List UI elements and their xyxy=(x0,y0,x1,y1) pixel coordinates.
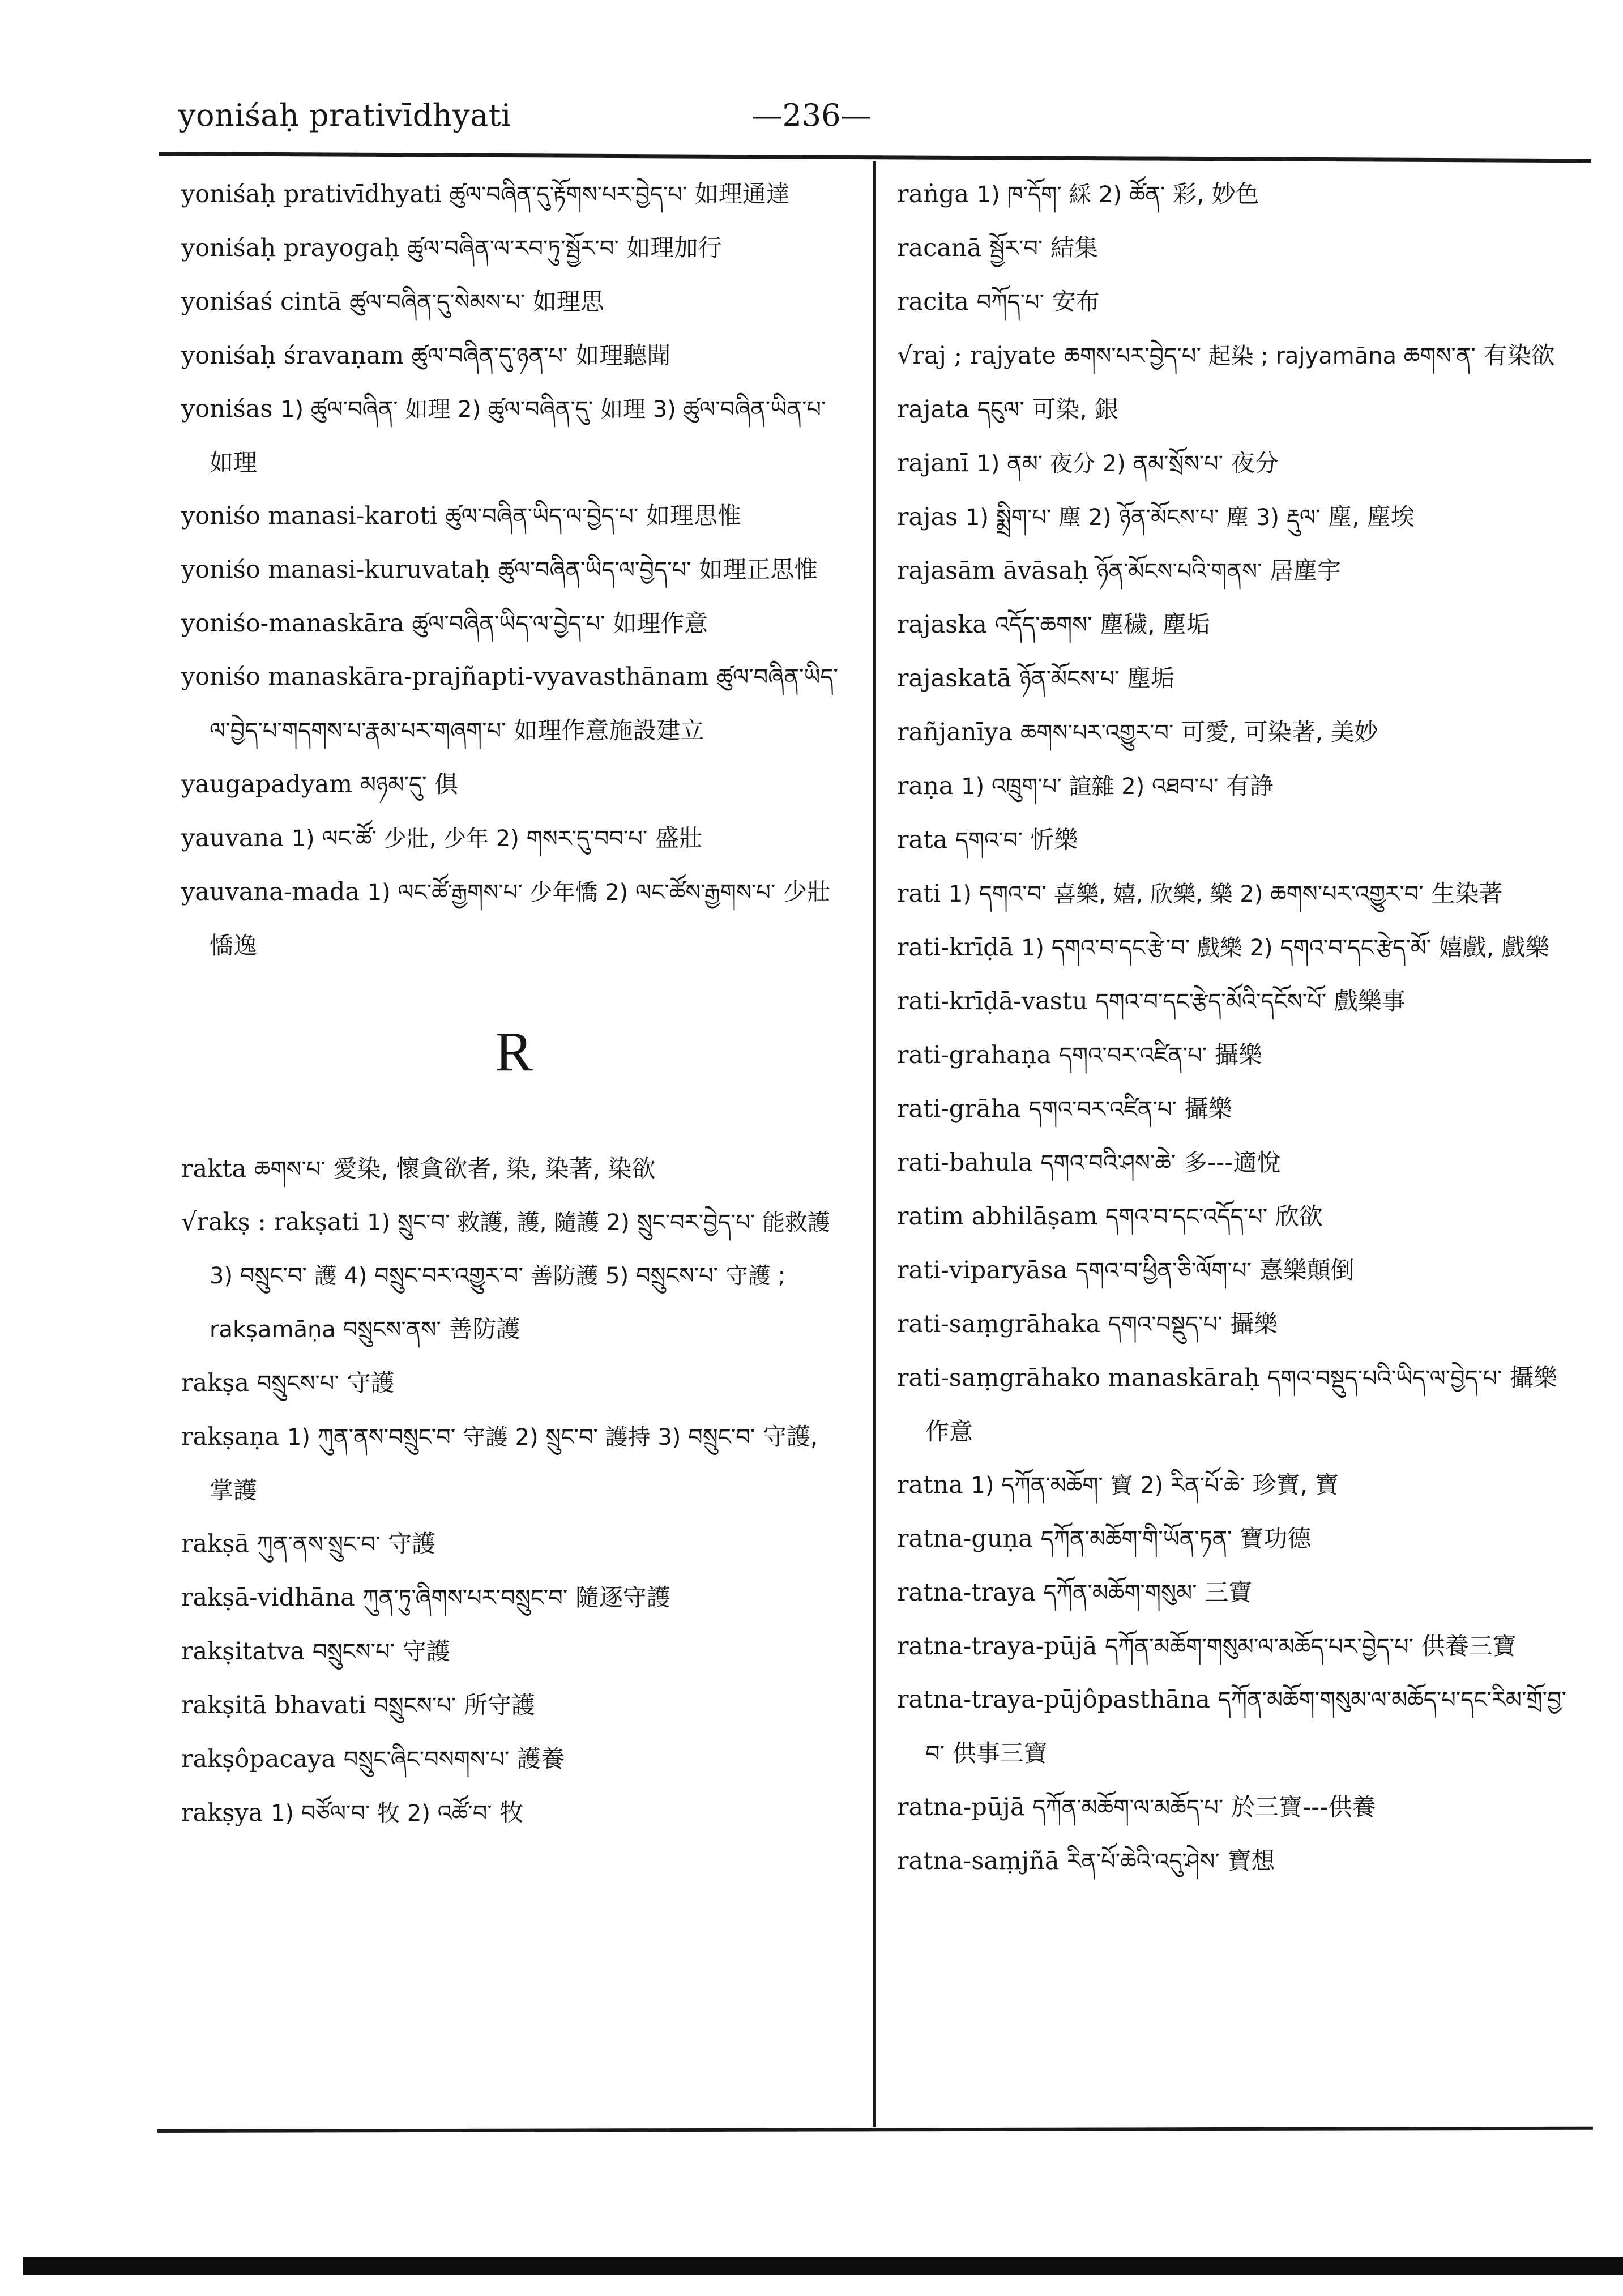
entry-headword: ratna-traya-pūjôpasthāna xyxy=(897,1685,1210,1714)
dictionary-entry xyxy=(897,1834,1574,1888)
dictionary-entry xyxy=(181,383,847,489)
entry-chinese: 於三寶---供養 xyxy=(1231,1793,1376,1821)
entry-tibetan: དགའ་བསྡུད་པ་ xyxy=(1108,1312,1223,1338)
entry-headword: rati-saṃgrāhaka xyxy=(897,1310,1100,1338)
entry-headword: rati-saṃgrāhako manaskāraḥ xyxy=(897,1364,1260,1392)
entry-headword: ratna xyxy=(897,1471,963,1499)
entry-chinese: 如理作意 xyxy=(613,609,708,637)
entry-tibetan: དགའ་བར་འཛིན་པ་ xyxy=(1028,1096,1177,1123)
entry-tibetan: ཆགས་པར་བྱེད་པ་ 起染 ; rajyamāna ཆགས་ན་ xyxy=(1064,343,1476,369)
entry-headword: ratna-guṇa xyxy=(897,1525,1033,1553)
entry-chinese: 忻樂 xyxy=(1030,826,1078,853)
entry-chinese: 供養三寶 xyxy=(1421,1632,1517,1660)
entry-headword: rati-grāha xyxy=(897,1095,1021,1123)
entry-headword: rakṣā-vidhāna xyxy=(181,1584,355,1612)
dictionary-entry xyxy=(897,1298,1574,1351)
entry-headword: rakṣaṇa xyxy=(181,1423,280,1451)
dictionary-entry xyxy=(181,1517,847,1571)
entry-headword: yoniśo manasi-karoti xyxy=(181,502,438,530)
entry-chinese: 隨逐守護 xyxy=(575,1584,670,1611)
entry-chinese: 塵垢 xyxy=(1127,664,1175,692)
entry-headword: rata xyxy=(897,826,948,854)
entry-headword: rakṣitatva xyxy=(181,1637,305,1666)
entry-tibetan: 1) དཀོན་མཆོག་ 寶 2) རིན་པོ་ཆེ་ xyxy=(971,1473,1245,1499)
dictionary-entry xyxy=(897,544,1574,598)
dictionary-entry xyxy=(897,1136,1574,1190)
entry-tibetan: དགའ་བའི་ཤས་ཆེ་ xyxy=(1040,1150,1176,1176)
entry-headword: yoniśaḥ prativīdhyati xyxy=(181,180,442,208)
entry-headword: rati-viparyāsa xyxy=(897,1256,1068,1284)
entry-tibetan: དཀོན་མཆོག་ལ་མཆོད་པ་ xyxy=(1032,1795,1224,1821)
dictionary-entry xyxy=(181,221,847,275)
entry-tibetan: 1) དགའ་བ་དང་རྩེ་བ་ 戲樂 2) དགའ་བ་དང་རྩེད་མོ་ xyxy=(1020,935,1432,961)
dictionary-entry xyxy=(897,329,1574,383)
entry-chinese: 愛染, 懷貪欲者, 染, 染著, 染欲 xyxy=(333,1155,656,1183)
entry-headword: rajanī xyxy=(897,449,969,477)
dictionary-entry xyxy=(181,758,847,812)
entry-headword: racita xyxy=(897,288,969,316)
entry-headword: ratim abhilāṣam xyxy=(897,1202,1098,1231)
entry-tibetan: ཚུལ་བཞིན་དུ་སེམས་པ་ xyxy=(349,289,526,315)
entry-tibetan: དཀོན་མཆོག་གསུམ་ xyxy=(1043,1580,1197,1606)
entry-headword: rakṣā xyxy=(181,1530,249,1558)
dictionary-entry xyxy=(897,652,1574,706)
entry-tibetan: 1) སྲུང་བ་ 救護, 護, 隨護 2) སྲུང་བར་བྱེད་པ་ 能救護 3) བསྲུང་བ་ 護 4) བསྲུང་བར་འགྱུར་བ་ 善防護 5) བསྲུངས་པ་ 守護 ; rakṣamāṇa བསྲུངས་ནས་ xyxy=(210,1210,830,1343)
dictionary-entry xyxy=(897,598,1574,652)
dictionary-entry xyxy=(897,1082,1574,1136)
dictionary-entry xyxy=(897,867,1574,921)
entry-chinese: 塵, 塵埃 xyxy=(1328,503,1415,531)
dictionary-entry xyxy=(181,329,847,383)
dictionary-entry xyxy=(897,706,1574,759)
entry-chinese: 如理通達 xyxy=(694,180,790,208)
entry-tibetan: དགའ་བར་འཛིན་པ་ xyxy=(1058,1043,1207,1069)
entry-tibetan: 1) འཁྲུག་པ་ 諠雜 2) འཐབ་པ་ xyxy=(961,774,1219,800)
entry-chinese: 塵穢, 塵垢 xyxy=(1100,611,1210,638)
dictionary-entry xyxy=(181,543,847,597)
dictionary-entry xyxy=(181,651,847,758)
entry-headword: ratna-traya-pūjā xyxy=(897,1632,1097,1661)
entry-tibetan: ཚུལ་བཞིན་ཡིད་ལ་བྱེད་པ་ xyxy=(445,503,639,530)
entry-chinese: 如理加行 xyxy=(626,234,722,262)
entry-chinese: 如理思惟 xyxy=(646,502,741,530)
dictionary-entry xyxy=(897,1674,1574,1781)
entry-tibetan: ཆགས་པ་ xyxy=(254,1156,326,1183)
entry-tibetan: དགའ་བ་ཕྱིན་ཅི་ལོག་པ་ xyxy=(1075,1258,1252,1284)
entry-chinese: 夜分 xyxy=(1231,449,1279,477)
entry-tibetan: སྦྱོར་བ་ xyxy=(989,236,1043,262)
entry-chinese: 欣欲 xyxy=(1275,1202,1323,1230)
entry-chinese: 戲樂事 xyxy=(1334,987,1406,1015)
column-divider xyxy=(873,161,876,2127)
entry-tibetan: 1) སྨྲིག་པ་ 塵 2) ཉོན་མོངས་པ་ 塵 3) རྡུལ་ xyxy=(965,505,1321,531)
dictionary-entry xyxy=(897,975,1574,1028)
entry-chinese: 寶功德 xyxy=(1240,1525,1312,1552)
entry-chinese: 有諍 xyxy=(1226,772,1274,800)
entry-headword: rajaska xyxy=(897,611,987,639)
entry-chinese: 三寶 xyxy=(1205,1578,1253,1606)
entry-tibetan: རིན་པོ་ཆེའི་འདུ་ཤེས་ xyxy=(1067,1849,1220,1875)
left-entries-y xyxy=(181,168,847,972)
entry-headword: rakta xyxy=(181,1155,247,1183)
entry-headword: rati-krīḍā-vastu xyxy=(897,987,1088,1015)
entry-tibetan: 1) དགའ་བ་ 喜樂, 嬉, 欣樂, 樂 2) ཆགས་པར་འགྱུར་བ་ xyxy=(948,881,1424,907)
dictionary-entry xyxy=(181,168,847,221)
entry-tibetan: 1) ནམ་ 夜分 2) ནམ་སྲོས་པ་ xyxy=(976,451,1224,477)
entry-chinese: 如理 xyxy=(210,449,258,476)
entry-chinese: 盛壯 xyxy=(655,824,703,852)
dictionary-entry xyxy=(181,812,847,865)
entry-headword: yoniśo-manaskāra xyxy=(181,609,404,638)
dictionary-entry xyxy=(181,275,847,329)
entry-headword: rakṣitā bhavati xyxy=(181,1691,366,1719)
scan-edge-bar xyxy=(23,2257,1623,2275)
dictionary-entry xyxy=(897,1351,1574,1458)
entry-tibetan: དཀོན་མཆོག་གསུམ་ལ་མཆོད་པ་དང་རིམ་གྲོ་བྱ་བ་ xyxy=(925,1687,1566,1767)
entry-chinese: 守護 xyxy=(347,1369,395,1397)
entry-tibetan: འདོད་ཆགས་ xyxy=(994,612,1092,638)
dictionary-entry xyxy=(897,275,1574,329)
dictionary-entry xyxy=(181,1356,847,1410)
entry-chinese: 守護, 掌護 xyxy=(210,1423,818,1504)
entry-headword: raṇa xyxy=(897,772,954,800)
right-column xyxy=(897,168,1574,1888)
entry-tibetan: ཀུན་ནས་སྲུང་བ་ xyxy=(257,1531,381,1557)
dictionary-entry xyxy=(897,221,1574,275)
entry-headword: rakṣôpacaya xyxy=(181,1745,336,1773)
entry-tibetan: ཚུལ་བཞིན་དུ་རྟོགས་པར་བྱེད་པ་ xyxy=(449,182,687,208)
entry-tibetan: བསྲུངས་པ་ xyxy=(312,1639,395,1665)
entry-tibetan: བསྲུངས་པ་ xyxy=(257,1371,339,1397)
entry-headword: yauvana-mada xyxy=(181,878,360,906)
entry-headword: rakṣya xyxy=(181,1799,263,1827)
entry-tibetan: 1) ལང་ཚོ་རྒྱགས་པ་ 少年憍 2) ལང་ཚོས་རྒྱགས་པ་ xyxy=(367,880,776,906)
entry-tibetan: དགའ་བསྡུད་པའི་ཡིད་ལ་བྱེད་པ་ xyxy=(1267,1365,1502,1392)
entry-headword: yoniśo manaskāra-prajñapti-vyavasthānam xyxy=(181,663,709,691)
dictionary-entry xyxy=(897,759,1574,813)
entry-chinese: 結集 xyxy=(1050,234,1098,262)
entry-chinese: 多---適悅 xyxy=(1183,1149,1281,1176)
entry-headword: ratna-traya xyxy=(897,1578,1036,1607)
entry-headword: rati-krīḍā xyxy=(897,933,1014,962)
entry-chinese: 憙樂顛倒 xyxy=(1259,1256,1355,1284)
entry-tibetan: ཀུན་ཏུ་ཞིགས་པར་བསྲུང་བ་ xyxy=(362,1585,568,1611)
entry-tibetan: བཀོད་པ་ xyxy=(976,289,1045,315)
entry-chinese: 俱 xyxy=(434,770,459,798)
entry-headword: yoniśas xyxy=(181,395,273,423)
dictionary-entry xyxy=(181,1679,847,1732)
running-head: yoniśaḥ prativīdhyati xyxy=(178,97,511,133)
entry-chinese: 可染, 銀 xyxy=(1032,395,1119,423)
entry-chinese: 攝樂作意 xyxy=(925,1364,1558,1445)
entry-tibetan: 1) ལང་ཚོ་ 少壯, 少年 2) གསར་དུ་བབ་པ་ xyxy=(291,826,648,852)
entry-chinese: 守護 xyxy=(388,1530,436,1557)
entry-chinese: 攝樂 xyxy=(1214,1041,1262,1069)
entry-chinese: 寶想 xyxy=(1227,1847,1275,1875)
entry-chinese: 善防護 xyxy=(449,1315,520,1343)
entry-headword: ratna-saṃjñā xyxy=(897,1847,1060,1875)
entry-headword: rati-bahula xyxy=(897,1149,1033,1177)
entry-tibetan: དཀོན་མཆོག་གི་ཡོན་ཏན་ xyxy=(1040,1526,1232,1552)
entry-tibetan: མཉམ་དུ་ xyxy=(360,772,427,798)
entry-tibetan: 1) ཀུན་ནས་བསྲུང་བ་ 守護 2) སྲུང་བ་ 護持 3) བསྲུང་བ་ xyxy=(287,1424,755,1450)
dictionary-entry xyxy=(181,1410,847,1517)
dictionary-entry xyxy=(897,1028,1574,1082)
dictionary-entry xyxy=(181,1786,847,1840)
entry-chinese: 可愛, 可染著, 美妙 xyxy=(1181,718,1378,746)
entry-headword: ratna-pūjā xyxy=(897,1793,1025,1821)
dictionary-entry xyxy=(181,489,847,543)
dictionary-entry xyxy=(181,597,847,651)
entry-headword: rakṣa xyxy=(181,1369,249,1397)
entry-tibetan: ཚུལ་བཞིན་ཡིད་ལ་བྱེད་པ་ xyxy=(412,611,605,637)
entry-tibetan: བསྲུངས་པ་ xyxy=(374,1693,456,1719)
entry-tibetan: དགའ་བ་ xyxy=(955,827,1023,853)
entry-tibetan: ཚུལ་བཞིན་དུ་ཉན་པ་ xyxy=(411,343,568,369)
entry-chinese: 居塵宇 xyxy=(1270,557,1342,584)
entry-tibetan: དཀོན་མཆོག་གསུམ་ལ་མཆོད་པར་བྱེད་པ་ xyxy=(1105,1634,1414,1660)
dictionary-entry xyxy=(181,865,847,972)
page-number: —236— xyxy=(751,97,872,133)
entry-chinese: 攝樂 xyxy=(1230,1310,1278,1338)
left-column xyxy=(181,168,847,1840)
section-letter: R xyxy=(495,1020,533,1083)
entry-headword: rañjanīya xyxy=(897,718,1013,746)
right-entries xyxy=(897,168,1574,1888)
entry-headword: rajas xyxy=(897,503,958,531)
entry-headword: √rakṣ : rakṣati xyxy=(181,1208,360,1236)
entry-chinese: 生染著 xyxy=(1431,880,1503,907)
entry-tibetan: དགའ་བ་དང་རྩེད་མོའི་དངོས་པོ་ xyxy=(1095,989,1327,1015)
dictionary-entry xyxy=(897,490,1574,544)
entry-headword: rajaskatā xyxy=(897,664,1011,693)
dictionary-entry xyxy=(897,383,1574,437)
entry-tibetan: ཚུལ་བཞིན་ཡིད་ལ་བྱེད་པ་གདགས་པ་རྣམ་པར་གཞག་པ་ xyxy=(210,664,838,744)
entry-chinese: 珍寶, 寶 xyxy=(1252,1471,1339,1499)
entry-headword: rajata xyxy=(897,395,970,424)
entry-chinese: 攝樂 xyxy=(1184,1095,1232,1123)
dictionary-entry xyxy=(897,813,1574,867)
dictionary-entry xyxy=(897,1244,1574,1298)
entry-chinese: 有染欲 xyxy=(1483,342,1555,369)
entry-chinese: 少壯憍逸 xyxy=(210,878,831,959)
dictionary-entry xyxy=(181,1732,847,1786)
entry-headword: yaugapadyam xyxy=(181,770,353,799)
dictionary-entry xyxy=(181,1625,847,1679)
entry-headword: yauvana xyxy=(181,824,284,852)
entry-chinese: 嬉戲, 戲樂 xyxy=(1438,933,1549,961)
dictionary-entry xyxy=(897,1620,1574,1674)
entry-tibetan: ཉོན་མོངས་པའི་གནས་ xyxy=(1096,558,1262,584)
entry-tibetan: 1) ཁ་དོག་ 綵 2) ཚོན་ xyxy=(976,182,1165,208)
dictionary-entry xyxy=(897,1512,1574,1566)
entry-headword: rati-grahaṇa xyxy=(897,1041,1052,1069)
dictionary-entry xyxy=(897,921,1574,975)
entry-chinese: 如理思 xyxy=(532,288,604,315)
entry-tibetan: ཉོན་མོངས་པ་ xyxy=(1019,666,1120,692)
entry-tibetan: 1) བཙོལ་བ་ 牧 2) འཚོ་བ་ xyxy=(270,1800,492,1826)
entry-tibetan: ཆགས་པར་འགྱུར་བ་ xyxy=(1020,720,1174,746)
entry-tibetan: 1) ཚུལ་བཞིན་ 如理 2) ཚུལ་བཞིན་དུ་ 如理 3) ཚུལ་བཞིན་ཡིན་པ་ xyxy=(280,396,826,423)
entry-chinese: 安布 xyxy=(1052,288,1100,315)
dictionary-entry xyxy=(897,1458,1574,1512)
entry-chinese: 如理聽聞 xyxy=(575,342,671,369)
entry-tibetan: ཚུལ་བཞིན་ལ་རབ་ཏུ་སྦྱོར་བ་ xyxy=(407,236,619,262)
dictionary-entry xyxy=(897,1781,1574,1834)
dictionary-entry xyxy=(181,1571,847,1625)
entry-chinese: 如理作意施設建立 xyxy=(514,716,704,744)
entry-headword: yoniśaś cintā xyxy=(181,288,342,316)
dictionary-entry xyxy=(897,1566,1574,1620)
dictionary-entry xyxy=(897,1190,1574,1244)
footer-rule xyxy=(157,2127,1593,2133)
entry-tibetan: བསྲུང་ཞིང་བསགས་པ་ xyxy=(343,1747,510,1773)
entry-chinese: 牧 xyxy=(499,1799,524,1826)
entry-headword: rajasām āvāsaḥ xyxy=(897,557,1089,585)
dictionary-entry xyxy=(181,1196,847,1356)
entry-chinese: 供事三寶 xyxy=(952,1739,1048,1767)
entry-chinese: 守護 xyxy=(402,1637,450,1665)
entry-headword: yoniśaḥ śravaṇam xyxy=(181,342,404,370)
entry-headword: √raj ; rajyate xyxy=(897,342,1056,370)
entry-tibetan: ཚུལ་བཞིན་ཡིད་ལ་བྱེད་པ་ xyxy=(498,557,691,583)
entry-tibetan: དགའ་བ་དང་འདོད་པ་ xyxy=(1105,1204,1268,1230)
dictionary-entry xyxy=(181,1142,847,1196)
entry-headword: yoniśo manasi-kuruvataḥ xyxy=(181,556,490,584)
entry-headword: raṅga xyxy=(897,180,969,208)
left-entries-r xyxy=(181,1142,847,1840)
dictionary-entry xyxy=(897,168,1574,221)
entry-headword: rati xyxy=(897,880,941,908)
entry-chinese: 護養 xyxy=(517,1745,565,1773)
entry-tibetan: དངུལ་ xyxy=(977,397,1024,423)
entry-headword: yoniśaḥ prayogaḥ xyxy=(181,234,400,262)
dictionary-entry xyxy=(897,437,1574,490)
entry-chinese: 彩, 妙色 xyxy=(1173,180,1259,208)
entry-chinese: 所守護 xyxy=(463,1691,535,1719)
entry-headword: racanā xyxy=(897,234,982,262)
entry-chinese: 如理正思惟 xyxy=(699,556,818,583)
